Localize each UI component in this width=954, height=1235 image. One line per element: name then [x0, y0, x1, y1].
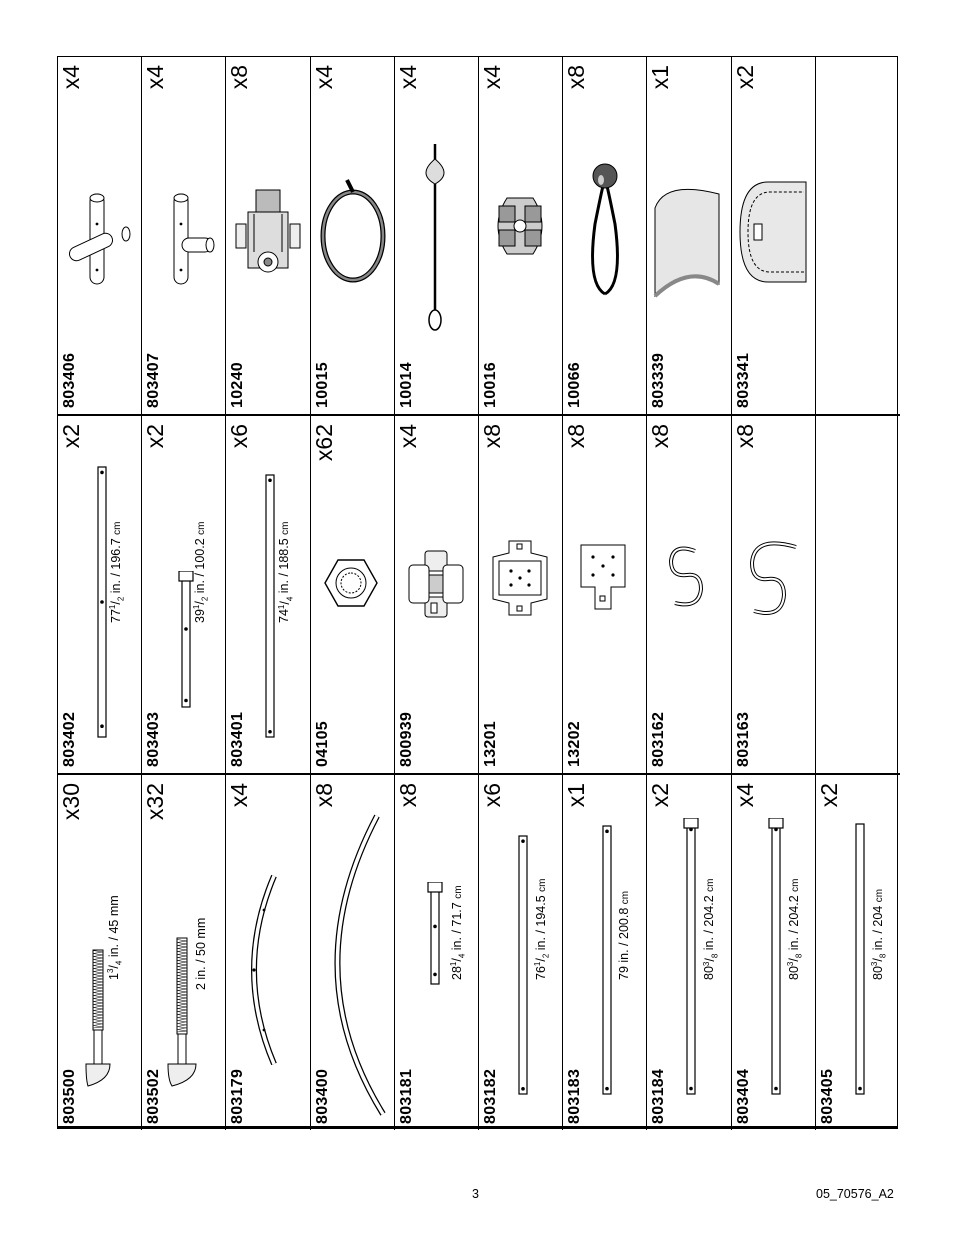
- part-illustration: [321, 553, 386, 613]
- part-number: 803502: [145, 1068, 163, 1124]
- part-quantity: x2: [731, 65, 758, 90]
- part-dimension: [870, 889, 888, 980]
- part-dimension: [194, 918, 208, 990]
- page-number: 3: [472, 1187, 479, 1201]
- part-cell: [395, 57, 479, 414]
- dim-whole: 76: [534, 966, 549, 980]
- part-number: 803402: [61, 711, 78, 767]
- part-quantity: x1: [563, 783, 590, 808]
- part-quantity: x62: [310, 424, 337, 462]
- part-number: 803406: [61, 352, 78, 408]
- dim-cm: cm: [705, 878, 717, 892]
- dim-unit: in. / 71.7: [449, 902, 464, 951]
- part-cell: [395, 775, 479, 1130]
- part-quantity: x6: [479, 783, 505, 808]
- part-dimension: [108, 521, 126, 623]
- part-quantity: x8: [479, 424, 505, 449]
- part-quantity: x8: [731, 424, 758, 449]
- part-dimension: [786, 878, 804, 980]
- part-cell: [732, 416, 816, 773]
- dim-whole: 80: [870, 966, 885, 980]
- part-illustration: [661, 543, 716, 613]
- part-cell: [647, 416, 731, 773]
- parts-column: [58, 775, 900, 1130]
- part-number: 803500: [61, 1068, 78, 1124]
- part-illustration: [649, 174, 731, 304]
- dim-fraction: $^1/_2$: [533, 953, 551, 967]
- part-number: 803400: [313, 1068, 331, 1124]
- part-number: 803179: [229, 1068, 247, 1124]
- dim-whole: 39: [193, 609, 208, 623]
- part-number: 803182: [482, 1068, 499, 1124]
- part-illustration: [321, 812, 395, 1122]
- part-illustration: [427, 882, 448, 990]
- part-number: 803183: [566, 1068, 584, 1124]
- part-number: 13201: [482, 721, 499, 767]
- dim-unit: in. / 204: [870, 905, 885, 951]
- part-cell: [395, 416, 479, 773]
- part-cell: [142, 57, 226, 414]
- part-illustration: [64, 184, 141, 294]
- dim-cm: cm: [112, 521, 124, 535]
- part-number: 10015: [313, 362, 331, 408]
- part-illustration: [409, 134, 464, 334]
- part-dimension: [192, 521, 210, 623]
- part-cell: [479, 416, 563, 773]
- part-cell: [226, 416, 310, 773]
- dim-whole: 74: [277, 609, 292, 623]
- part-number: 800939: [397, 711, 415, 767]
- dim-cm: cm: [452, 885, 464, 899]
- part-quantity: x4: [394, 424, 421, 449]
- part-dimension: [617, 891, 631, 980]
- part-number: 10240: [229, 362, 247, 408]
- part-number: 10014: [397, 362, 415, 408]
- part-illustration: [738, 533, 813, 623]
- part-quantity: x1: [647, 65, 674, 90]
- dim-whole: 28: [449, 966, 464, 980]
- part-number: 803341: [734, 352, 752, 408]
- part-quantity: x4: [479, 65, 505, 90]
- part-cell: [226, 775, 310, 1130]
- dim-fraction: $^3/_8$: [785, 953, 804, 967]
- part-cell: [647, 57, 731, 414]
- dim-unit: in. / 45 mm: [107, 895, 122, 958]
- part-cell: [563, 416, 647, 773]
- part-number: 13202: [566, 721, 584, 767]
- part-illustration: [579, 154, 634, 304]
- parts-column: [58, 57, 900, 414]
- part-quantity: x6: [226, 424, 253, 449]
- dim-fraction: $^3/_8$: [701, 953, 720, 967]
- dim-unit: in. / 194.5: [534, 895, 549, 951]
- part-cell: [58, 416, 142, 773]
- part-quantity: x4: [142, 65, 169, 90]
- part-cell: [479, 57, 563, 414]
- part-quantity: x2: [142, 424, 169, 449]
- part-number: 04105: [313, 721, 331, 767]
- part-number: 803401: [229, 711, 247, 767]
- part-quantity: x30: [58, 783, 84, 821]
- part-quantity: x4: [731, 783, 758, 808]
- part-illustration: [487, 188, 558, 264]
- part-cell: [816, 416, 900, 773]
- part-dimension: [106, 895, 124, 980]
- part-number: 803405: [818, 1068, 836, 1124]
- dim-unit: in. / 100.2: [193, 538, 208, 594]
- part-cell: [311, 57, 395, 414]
- part-quantity: x4: [310, 65, 337, 90]
- dim-whole: 2 in. / 50 mm: [194, 917, 209, 990]
- part-cell: [142, 775, 226, 1130]
- part-illustration: [238, 870, 303, 1070]
- part-quantity: x8: [647, 424, 674, 449]
- part-cell: [647, 775, 731, 1130]
- dim-cm: cm: [789, 878, 801, 892]
- part-quantity: x8: [563, 65, 590, 90]
- part-cell: [479, 775, 563, 1130]
- part-cell: [142, 416, 226, 773]
- dim-cm: cm: [873, 888, 885, 903]
- part-quantity: x8: [310, 783, 337, 808]
- dim-unit: in. / 196.7: [109, 538, 124, 594]
- part-illustration: [571, 535, 640, 615]
- dim-cm: cm: [196, 521, 208, 535]
- dim-fraction: $^1/_4$: [276, 596, 295, 610]
- dim-fraction: $^1/_2$: [108, 596, 126, 610]
- dim-fraction: $^3/_4$: [106, 960, 124, 974]
- part-number: 803163: [734, 711, 752, 767]
- part-illustration: [403, 547, 476, 623]
- part-quantity: x4: [226, 783, 253, 808]
- part-dimension: [449, 885, 467, 980]
- part-cell: [732, 57, 816, 414]
- part-quantity: x2: [647, 783, 674, 808]
- part-number: 803181: [397, 1068, 415, 1124]
- dim-whole: 79 in. / 200.8: [617, 907, 632, 980]
- part-dimension: [276, 521, 294, 623]
- part-quantity: x4: [58, 65, 84, 90]
- part-illustration: [230, 182, 310, 278]
- document-id: 05_70576_A2: [816, 1187, 894, 1201]
- part-quantity: x8: [394, 783, 421, 808]
- part-cell: [311, 416, 395, 773]
- part-quantity: x2: [815, 783, 842, 808]
- part-quantity: x32: [142, 783, 169, 821]
- part-number: 10066: [566, 362, 584, 408]
- dim-whole: 77: [109, 609, 124, 623]
- part-quantity: x8: [563, 424, 590, 449]
- part-number: 803403: [145, 711, 163, 767]
- part-quantity: x4: [394, 65, 421, 90]
- part-dimension: [701, 878, 719, 980]
- dim-unit: in. / 204.2: [702, 895, 717, 951]
- part-cell: [58, 775, 142, 1130]
- part-number: 10016: [482, 362, 499, 408]
- part-number: 803407: [145, 352, 163, 408]
- dim-unit: in. / 204.2: [786, 895, 801, 951]
- part-number: 803184: [650, 1068, 668, 1124]
- dim-cm: cm: [280, 521, 292, 535]
- part-number: 803404: [734, 1068, 752, 1124]
- dim-fraction: $^1/_2$: [192, 596, 210, 610]
- part-cell: [226, 57, 310, 414]
- parts-sheet: [58, 57, 900, 1130]
- part-illustration: [734, 172, 816, 292]
- dim-whole: 80: [786, 966, 801, 980]
- part-dimension: [533, 878, 551, 980]
- part-cell: [816, 57, 900, 414]
- part-illustration: [317, 176, 394, 286]
- dim-fraction: $^1/_4$: [448, 953, 467, 967]
- part-cell: [816, 775, 900, 1130]
- part-quantity: x2: [58, 424, 84, 449]
- part-number: 803162: [650, 711, 668, 767]
- part-quantity: x8: [226, 65, 253, 90]
- part-cell: [58, 57, 142, 414]
- part-number: 803339: [650, 352, 668, 408]
- part-illustration: [148, 184, 225, 294]
- dim-cm: cm: [620, 890, 632, 905]
- parts-column: [58, 416, 900, 773]
- part-cell: [311, 775, 395, 1130]
- dim-fraction: $^3/_8$: [869, 953, 888, 967]
- dim-unit: in. / 188.5: [277, 538, 292, 594]
- part-illustration: [485, 533, 560, 623]
- dim-cm: cm: [537, 878, 549, 892]
- dim-whole: 1: [107, 973, 122, 980]
- dim-whole: 80: [702, 966, 717, 980]
- part-cell: [732, 775, 816, 1130]
- part-cell: [563, 775, 647, 1130]
- part-cell: [563, 57, 647, 414]
